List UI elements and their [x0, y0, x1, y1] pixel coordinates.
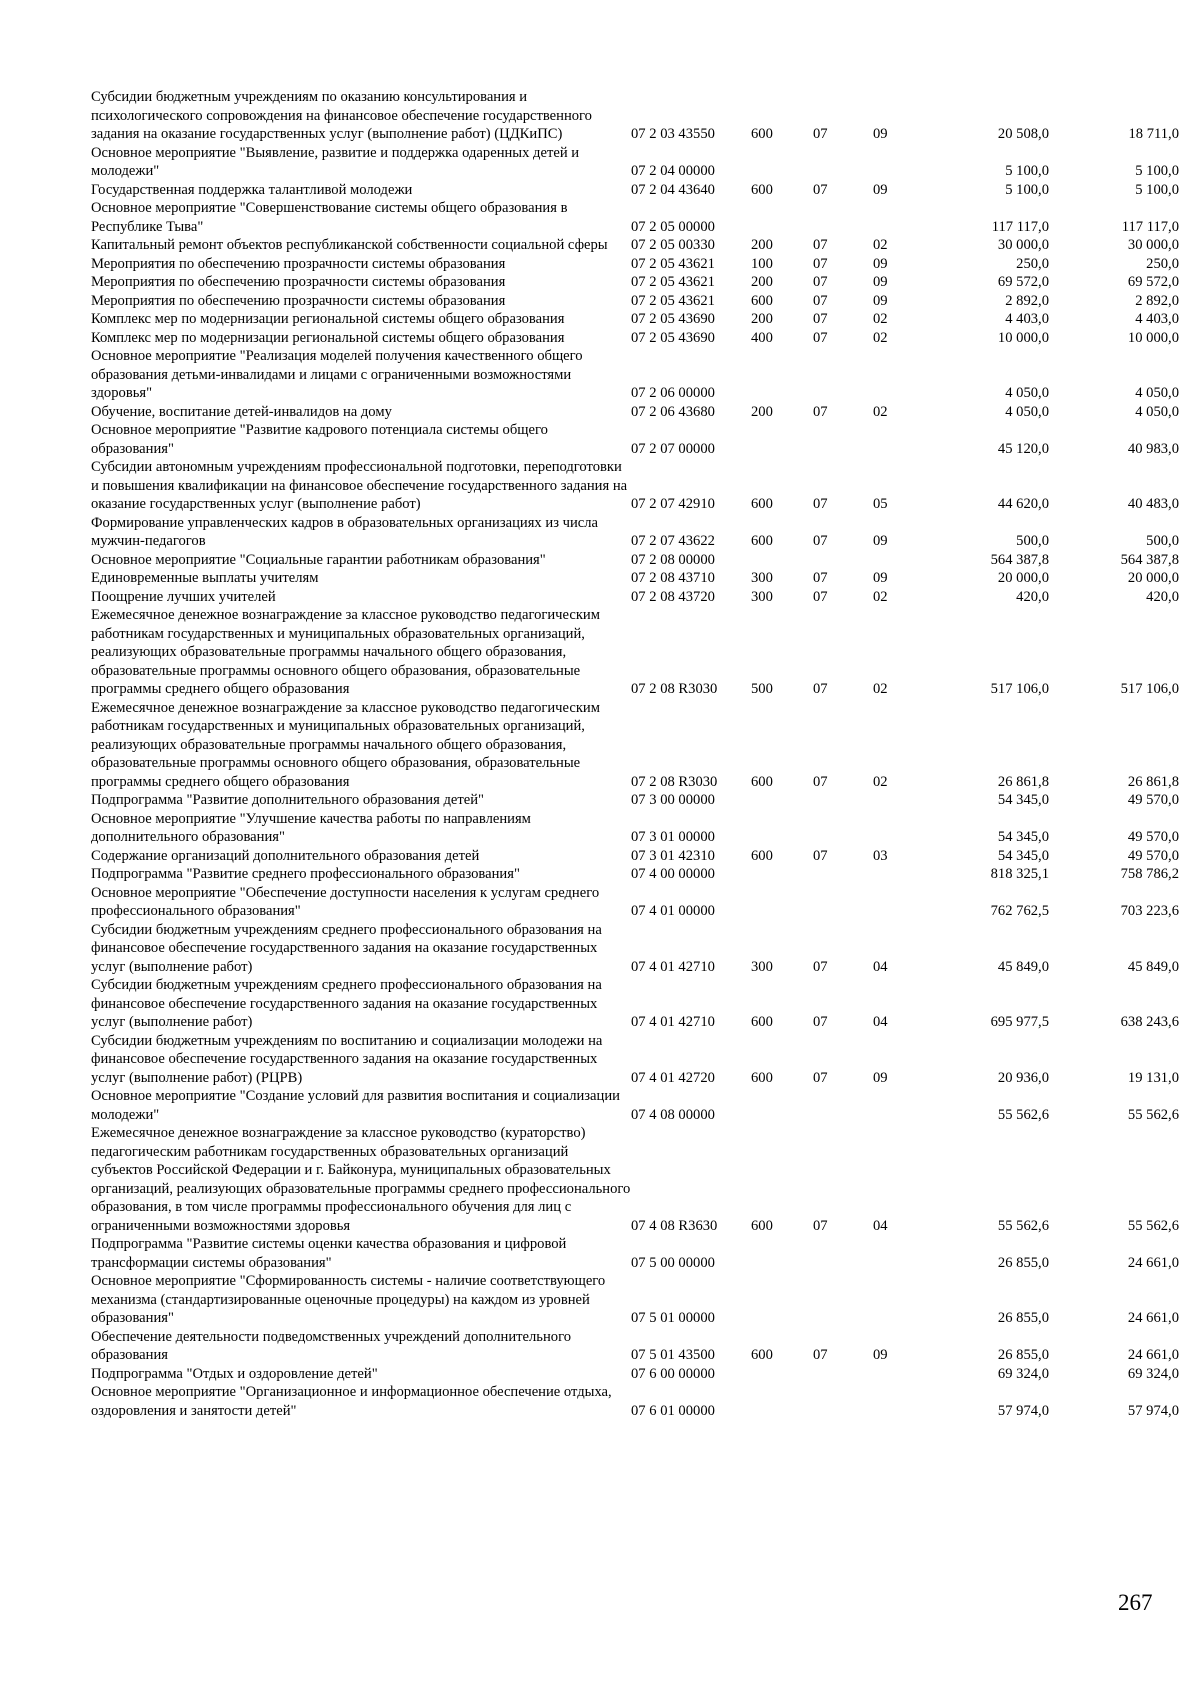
expense-type-code: [751, 1087, 813, 1124]
expense-type-code: [751, 1383, 813, 1420]
expense-name: Основное мероприятие "Обеспечение доступности населения к услугам среднего профессионального образования": [91, 884, 600, 919]
expense-type-code: [751, 884, 813, 921]
amount-year-2: 20 000,0: [1127, 570, 1179, 586]
section-code: [813, 421, 873, 458]
section-code: [813, 347, 873, 403]
table-row: [91, 329, 1179, 348]
section-code: [813, 1087, 873, 1124]
expense-name: Обучение, воспитание детей-инвалидов на дому: [91, 403, 392, 420]
target-article-code: 07 2 07 00000: [631, 440, 715, 457]
subsection-code: 02: [873, 311, 888, 327]
section-code: 07: [813, 496, 828, 512]
section-code: [813, 1383, 873, 1420]
subsection-code: [873, 144, 929, 181]
table-row: [91, 865, 1179, 884]
amount-year-1: 44 620,0: [997, 496, 1049, 512]
section-code: 07: [813, 126, 828, 142]
amount-year-2: 4 050,0: [1135, 403, 1179, 420]
target-article-code: 07 2 05 43621: [631, 274, 715, 290]
expense-name: Субсидии бюджетным учреждениям по оказанию консультирования и психологического сопровождения на финансовое обеспечение государственного задания на оказание государственных услуг (выполнение работ) (ЦДКиПС): [91, 89, 592, 142]
amount-year-2: 5 100,0: [1135, 163, 1179, 179]
expense-type-code: [751, 865, 813, 884]
target-article-code: 07 5 00 00000: [631, 1254, 715, 1271]
amount-year-2: 30 000,0: [1127, 237, 1179, 253]
subsection-code: [873, 1365, 929, 1384]
subsection-code: 09: [873, 292, 888, 309]
expense-type-code: 300: [751, 588, 773, 605]
expense-type-code: 600: [751, 1347, 773, 1363]
expense-type-code: 600: [751, 126, 773, 142]
section-code: [813, 1235, 873, 1272]
table-row: [91, 569, 1179, 588]
target-article-code: 07 4 01 42710: [631, 1014, 715, 1030]
expense-name: Государственная поддержка талантливой молодежи: [91, 181, 413, 198]
table-row: [91, 514, 1179, 551]
expense-type-code: 200: [751, 237, 773, 253]
subsection-code: 09: [873, 1347, 888, 1363]
expense-name: Субсидии бюджетным учреждениям среднего профессионального образования на финансовое обеспечение государственного задания на оказание государственных услуг (выполнение работ): [91, 977, 602, 1030]
target-article-code: 07 2 06 43680: [631, 403, 715, 420]
table-row: [91, 181, 1179, 200]
section-code: 07: [813, 237, 828, 253]
subsection-code: 09: [873, 1069, 888, 1086]
section-code: 07: [813, 681, 828, 697]
amount-year-1: 26 855,0: [997, 1347, 1049, 1363]
amount-year-1: 57 974,0: [997, 1402, 1049, 1419]
expense-name: Мероприятия по обеспечению прозрачности системы образования: [91, 292, 506, 309]
target-article-code: 07 4 01 42710: [631, 958, 715, 975]
amount-year-1: 20 508,0: [997, 126, 1049, 142]
expense-type-code: 300: [751, 570, 773, 586]
amount-year-1: 69 324,0: [997, 1365, 1049, 1382]
target-article-code: 07 4 01 42720: [631, 1069, 715, 1086]
expense-name: Формирование управленческих кадров в образовательных организациях из числа мужчин-педагогов: [91, 514, 598, 549]
table-row: [91, 458, 1179, 514]
expense-type-code: 600: [751, 496, 773, 512]
table-row: [91, 88, 1179, 144]
subsection-code: [873, 810, 929, 847]
target-article-code: 07 4 08 R3630: [631, 1217, 718, 1234]
table-row: [91, 347, 1179, 403]
target-article-code: 07 2 05 43690: [631, 329, 715, 346]
expense-type-code: 600: [751, 292, 773, 309]
target-article-code: 07 2 05 00330: [631, 237, 715, 253]
target-article-code: 07 6 01 00000: [631, 1402, 715, 1419]
table-row: [91, 606, 1179, 699]
subsection-code: [873, 551, 929, 570]
section-code: 07: [813, 570, 828, 586]
target-article-code: 07 2 08 43720: [631, 588, 715, 605]
section-code: 07: [813, 255, 828, 272]
table-row: [91, 1365, 1179, 1384]
expense-name: Подпрограмма "Развитие среднего профессионального образования": [91, 866, 520, 882]
target-article-code: 07 2 05 00000: [631, 218, 715, 235]
expense-name: Комплекс мер по модернизации региональной системы общего образования: [91, 329, 565, 346]
target-article-code: 07 6 00 00000: [631, 1365, 715, 1382]
amount-year-2: 55 562,6: [1127, 1106, 1179, 1123]
amount-year-1: 500,0: [1016, 533, 1049, 549]
table-row: [91, 310, 1179, 329]
expense-name: Ежемесячное денежное вознаграждение за классное руководство (кураторство) педагогическим работникам государственных образовательных организаций субъектов Российской Федерации и г. Байконура, муниципальных образовательных организаций, реализующих образовательные программы среднего профессионального образования, в том числе программы профессионального обучения для лиц с ограниченными возможностями здоровья: [91, 1125, 631, 1234]
expense-name: Подпрограмма "Развитие дополнительного образования детей": [91, 792, 484, 808]
expense-type-code: 200: [751, 274, 773, 290]
amount-year-1: 54 345,0: [997, 829, 1049, 845]
target-article-code: 07 2 05 43621: [631, 255, 715, 272]
expense-name: Основное мероприятие "Выявление, развитие и поддержка одаренных детей и молодежи": [91, 144, 580, 179]
section-code: [813, 865, 873, 884]
expense-name: Ежемесячное денежное вознаграждение за классное руководство педагогическим работникам государственных и муниципальных образовательных организаций, реализующих образовательные программы начального общего образования, образовательные программы основного общего образования, образовательные программы среднего общего образования: [91, 699, 600, 790]
table-row: [91, 847, 1179, 866]
subsection-code: 02: [873, 237, 888, 253]
target-article-code: 07 2 05 43690: [631, 311, 715, 327]
amount-year-1: 26 861,8: [997, 773, 1049, 790]
amount-year-1: 54 345,0: [997, 847, 1049, 864]
amount-year-2: 5 100,0: [1135, 181, 1179, 198]
subsection-code: [873, 199, 929, 236]
target-article-code: 07 2 03 43550: [631, 126, 715, 142]
expense-type-code: 600: [751, 1217, 773, 1234]
amount-year-1: 10 000,0: [997, 329, 1049, 346]
target-article-code: 07 2 08 43710: [631, 570, 715, 586]
table-row: [91, 1328, 1179, 1365]
amount-year-1: 564 387,8: [990, 551, 1049, 568]
table-row: [91, 699, 1179, 792]
expense-type-code: 600: [751, 1014, 773, 1030]
expense-type-code: 600: [751, 773, 773, 790]
section-code: 07: [813, 773, 828, 790]
amount-year-2: 40 483,0: [1127, 496, 1179, 512]
amount-year-1: 695 977,5: [990, 1014, 1049, 1030]
expense-name: Комплекс мер по модернизации региональной системы общего образования: [91, 311, 565, 327]
section-code: [813, 810, 873, 847]
expense-name: Ежемесячное денежное вознаграждение за классное руководство педагогическим работникам государственных и муниципальных образовательных организаций, реализующих образовательные программы начального общего образования, образовательные программы основного общего образования, образовательные программы среднего общего образования: [91, 607, 600, 697]
target-article-code: 07 2 07 42910: [631, 496, 715, 512]
expense-type-code: [751, 1272, 813, 1328]
target-article-code: 07 2 08 R3030: [631, 773, 718, 790]
amount-year-2: 26 861,8: [1127, 773, 1179, 790]
table-row: [91, 199, 1179, 236]
subsection-code: [873, 347, 929, 403]
table-row: [91, 1087, 1179, 1124]
amount-year-1: 54 345,0: [997, 792, 1049, 808]
expense-type-code: [751, 347, 813, 403]
target-article-code: 07 2 06 00000: [631, 385, 715, 401]
amount-year-1: 2 892,0: [1005, 292, 1049, 309]
expense-type-code: [751, 791, 813, 810]
target-article-code: 07 2 07 43622: [631, 533, 715, 549]
subsection-code: [873, 1272, 929, 1328]
amount-year-1: 818 325,1: [990, 866, 1049, 882]
target-article-code: 07 4 01 00000: [631, 903, 715, 919]
expense-name: Субсидии бюджетным учреждениям среднего профессионального образования на финансовое обеспечение государственного задания на оказание государственных услуг (выполнение работ): [91, 921, 602, 975]
subsection-code: 09: [873, 570, 888, 586]
amount-year-2: 69 324,0: [1127, 1365, 1179, 1382]
amount-year-2: 2 892,0: [1135, 292, 1179, 309]
amount-year-1: 250,0: [1016, 255, 1049, 272]
amount-year-1: 30 000,0: [997, 237, 1049, 253]
amount-year-1: 69 572,0: [997, 274, 1049, 290]
amount-year-2: 564 387,8: [1120, 551, 1179, 568]
table-row: [91, 810, 1179, 847]
expense-name: Субсидии автономным учреждениям профессиональной подготовки, переподготовки и повышения квалификации на финансовое обеспечение государственного задания на оказание государственных услуг (выполнение работ): [91, 459, 628, 512]
amount-year-2: 420,0: [1146, 588, 1179, 605]
target-article-code: 07 3 00 00000: [631, 792, 715, 808]
subsection-code: 09: [873, 126, 888, 142]
amount-year-2: 24 661,0: [1127, 1347, 1179, 1363]
amount-year-2: 55 562,6: [1127, 1217, 1179, 1234]
target-article-code: 07 2 05 43621: [631, 292, 715, 309]
section-code: 07: [813, 292, 828, 309]
expense-type-code: 500: [751, 681, 773, 697]
target-article-code: 07 5 01 43500: [631, 1347, 715, 1363]
amount-year-1: 4 403,0: [1005, 311, 1049, 327]
table-row: [91, 255, 1179, 274]
amount-year-1: 4 050,0: [1005, 403, 1049, 420]
subsection-code: 02: [873, 403, 888, 420]
table-row: [91, 976, 1179, 1032]
amount-year-2: 19 131,0: [1127, 1069, 1179, 1086]
table-row: [91, 1235, 1179, 1272]
section-code: [813, 1365, 873, 1384]
section-code: [813, 884, 873, 921]
amount-year-1: 20 000,0: [997, 570, 1049, 586]
target-article-code: 07 4 08 00000: [631, 1106, 715, 1123]
subsection-code: 04: [873, 958, 888, 975]
section-code: [813, 791, 873, 810]
table-row: [91, 1032, 1179, 1088]
section-code: 07: [813, 958, 828, 975]
section-code: [813, 199, 873, 236]
subsection-code: 09: [873, 181, 888, 198]
amount-year-2: 758 786,2: [1120, 866, 1179, 882]
section-code: 07: [813, 847, 828, 864]
table-row: [91, 236, 1179, 255]
amount-year-1: 5 100,0: [1005, 181, 1049, 198]
section-code: [813, 551, 873, 570]
subsection-code: [873, 1087, 929, 1124]
amount-year-2: 517 106,0: [1120, 681, 1179, 697]
expense-type-code: 400: [751, 329, 773, 346]
expense-type-code: [751, 421, 813, 458]
expense-name: Поощрение лучших учителей: [91, 588, 276, 605]
target-article-code: 07 2 08 R3030: [631, 681, 718, 697]
target-article-code: 07 3 01 00000: [631, 829, 715, 845]
expense-type-code: [751, 551, 813, 570]
amount-year-2: 24 661,0: [1127, 1254, 1179, 1271]
subsection-code: 04: [873, 1217, 888, 1234]
subsection-code: [873, 1235, 929, 1272]
amount-year-2: 4 403,0: [1135, 311, 1179, 327]
section-code: 07: [813, 1217, 828, 1234]
amount-year-1: 117 117,0: [991, 218, 1049, 235]
subsection-code: 05: [873, 496, 888, 512]
section-code: 07: [813, 588, 828, 605]
expense-type-code: [751, 144, 813, 181]
table-row: [91, 1124, 1179, 1235]
expense-name: Основное мероприятие "Развитие кадрового потенциала системы общего образования": [91, 422, 548, 457]
expense-type-code: 600: [751, 181, 773, 198]
table-row: [91, 1272, 1179, 1328]
table-row: [91, 791, 1179, 810]
amount-year-2: 250,0: [1146, 255, 1179, 272]
subsection-code: 03: [873, 847, 888, 864]
table-row: [91, 551, 1179, 570]
subsection-code: 02: [873, 681, 888, 697]
target-article-code: 07 3 01 42310: [631, 847, 715, 864]
section-code: 07: [813, 403, 828, 420]
amount-year-2: 49 570,0: [1127, 847, 1179, 864]
amount-year-1: 55 562,6: [997, 1106, 1049, 1123]
target-article-code: 07 2 04 43640: [631, 181, 715, 198]
amount-year-1: 26 855,0: [997, 1310, 1049, 1326]
section-code: 07: [813, 311, 828, 327]
expense-name: Основное мероприятие "Улучшение качества работы по направлениям дополнительного образования": [91, 810, 531, 845]
amount-year-2: 4 050,0: [1135, 385, 1179, 401]
expense-type-code: 200: [751, 311, 773, 327]
expense-type-code: 100: [751, 255, 773, 272]
expense-type-code: 600: [751, 533, 773, 549]
expense-name: Основное мероприятие "Социальные гарантии работникам образования": [91, 551, 546, 568]
subsection-code: 02: [873, 588, 888, 605]
expense-name: Субсидии бюджетным учреждениям по воспитанию и социализации молодежи на финансовое обеспечение государственного задания на оказание государственных услуг (выполнение работ) (РЦРВ): [91, 1032, 603, 1086]
amount-year-1: 517 106,0: [990, 681, 1049, 697]
target-article-code: 07 2 04 00000: [631, 163, 715, 179]
target-article-code: 07 4 00 00000: [631, 866, 715, 882]
expense-type-code: [751, 810, 813, 847]
amount-year-1: 26 855,0: [997, 1254, 1049, 1271]
amount-year-2: 45 849,0: [1127, 958, 1179, 975]
table-row: [91, 144, 1179, 181]
amount-year-2: 49 570,0: [1127, 829, 1179, 845]
expense-name: Основное мероприятие "Совершенствование системы общего образования в Республике Тыва": [91, 200, 568, 235]
section-code: 07: [813, 1069, 828, 1086]
amount-year-2: 18 711,0: [1128, 126, 1179, 142]
expense-name: Единовременные выплаты учителям: [91, 570, 319, 586]
amount-year-2: 638 243,6: [1120, 1014, 1179, 1030]
amount-year-2: 57 974,0: [1127, 1402, 1179, 1419]
amount-year-1: 420,0: [1016, 588, 1049, 605]
amount-year-1: 20 936,0: [997, 1069, 1049, 1086]
budget-table-body: [91, 88, 1179, 1420]
section-code: 07: [813, 533, 828, 549]
table-row: [91, 292, 1179, 311]
expense-name: Основное мероприятие "Создание условий для развития воспитания и социализации молодежи": [91, 1088, 620, 1123]
subsection-code: [873, 884, 929, 921]
amount-year-2: 69 572,0: [1127, 274, 1179, 290]
section-code: 07: [813, 274, 828, 290]
amount-year-1: 55 562,6: [997, 1217, 1049, 1234]
table-row: [91, 1383, 1179, 1420]
amount-year-1: 762 762,5: [990, 903, 1049, 919]
expense-type-code: 600: [751, 1069, 773, 1086]
expense-name: Подпрограмма "Развитие системы оценки качества образования и цифровой трансформации системы образования": [91, 1236, 567, 1271]
expense-name: Содержание организаций дополнительного образования детей: [91, 847, 480, 864]
target-article-code: 07 5 01 00000: [631, 1310, 715, 1326]
expense-type-code: 600: [751, 847, 773, 864]
amount-year-1: 45 849,0: [997, 958, 1049, 975]
expense-type-code: 300: [751, 958, 773, 975]
subsection-code: 02: [873, 773, 888, 790]
section-code: [813, 144, 873, 181]
subsection-code: [873, 865, 929, 884]
amount-year-2: 10 000,0: [1127, 329, 1179, 346]
section-code: 07: [813, 1014, 828, 1030]
subsection-code: 04: [873, 1014, 888, 1030]
subsection-code: 09: [873, 274, 888, 290]
subsection-code: [873, 791, 929, 810]
subsection-code: 02: [873, 329, 888, 346]
section-code: 07: [813, 1347, 828, 1363]
expense-type-code: 200: [751, 403, 773, 420]
expense-name: Обеспечение деятельности подведомственных учреждений дополнительного образования: [91, 1328, 571, 1363]
amount-year-1: 45 120,0: [997, 440, 1049, 457]
expense-name: Капитальный ремонт объектов республиканской собственности социальной сферы: [91, 237, 608, 253]
section-code: 07: [813, 181, 828, 198]
amount-year-2: 40 983,0: [1127, 440, 1179, 457]
amount-year-1: 4 050,0: [1005, 385, 1049, 401]
page-number: 267: [1118, 1590, 1153, 1615]
expense-name: Мероприятия по обеспечению прозрачности системы образования: [91, 255, 506, 272]
expense-name: Основное мероприятие "Организационное и информационное обеспечение отдыха, оздоровления и занятости детей": [91, 1384, 612, 1419]
amount-year-1: 5 100,0: [1005, 163, 1049, 179]
expense-type-code: [751, 1365, 813, 1384]
subsection-code: [873, 1383, 929, 1420]
amount-year-2: 500,0: [1146, 533, 1179, 549]
subsection-code: [873, 421, 929, 458]
table-row: [91, 273, 1179, 292]
target-article-code: 07 2 08 00000: [631, 551, 715, 568]
amount-year-2: 117 117,0: [1121, 218, 1179, 235]
expense-name: Мероприятия по обеспечению прозрачности системы образования: [91, 274, 506, 290]
amount-year-2: 49 570,0: [1127, 792, 1179, 808]
table-row: [91, 421, 1179, 458]
expense-type-code: [751, 199, 813, 236]
expense-name: Основное мероприятие "Сформированность системы - наличие соответствующего механизма (стандартизированные оценочные процедуры) на каждом из уровней образования": [91, 1273, 606, 1326]
subsection-code: 09: [873, 533, 888, 549]
amount-year-2: 703 223,6: [1120, 903, 1179, 919]
expense-name: Подпрограмма "Отдых и оздоровление детей": [91, 1365, 378, 1382]
subsection-code: 09: [873, 255, 888, 272]
table-row: [91, 588, 1179, 607]
table-row: [91, 403, 1179, 422]
section-code: 07: [813, 329, 828, 346]
table-row: [91, 884, 1179, 921]
budget-table: [91, 88, 1179, 1420]
expense-name: Основное мероприятие "Реализация моделей получения качественного общего образования детьми-инвалидами и лицами с ограниченными возможностями здоровья": [91, 348, 583, 401]
amount-year-2: 24 661,0: [1127, 1310, 1179, 1326]
section-code: [813, 1272, 873, 1328]
table-row: [91, 921, 1179, 977]
expense-type-code: [751, 1235, 813, 1272]
